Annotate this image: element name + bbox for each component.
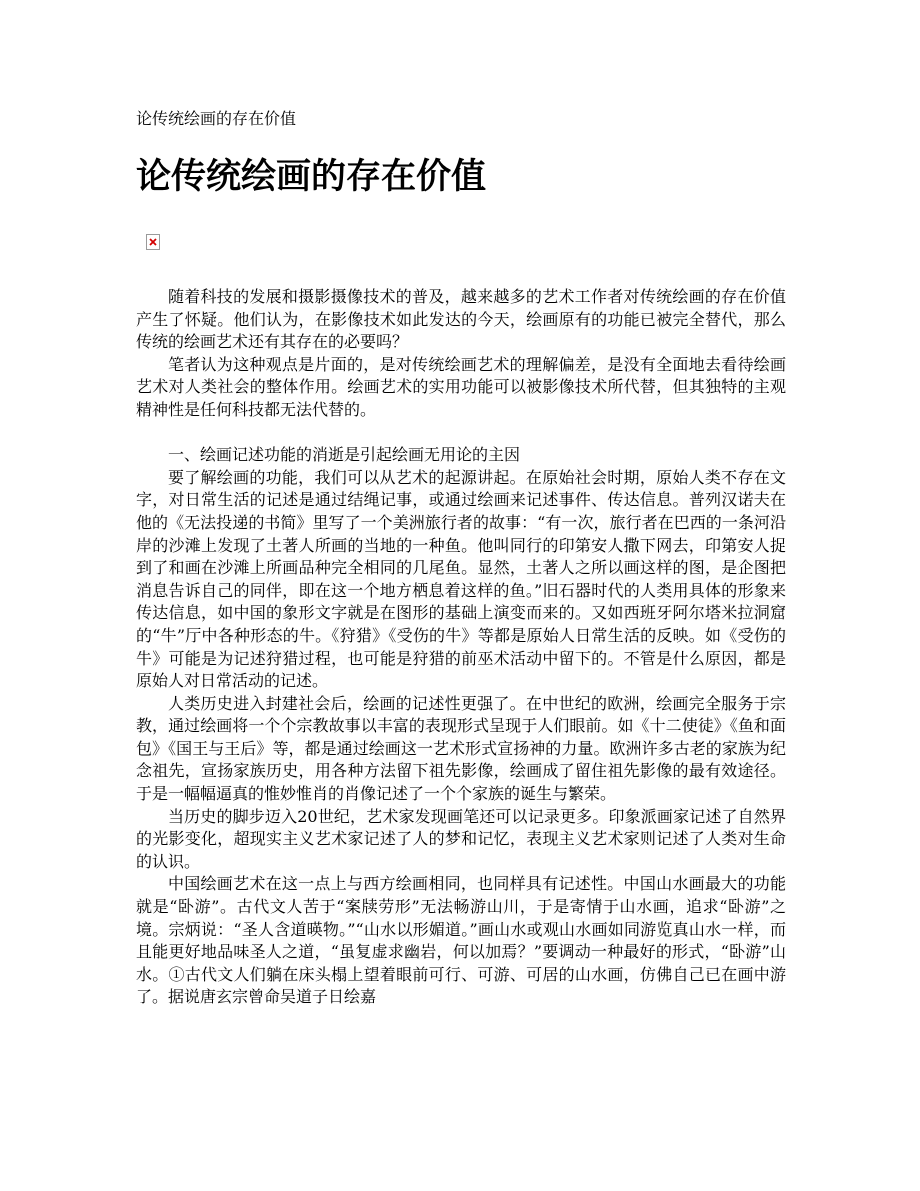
- paragraph-section-2: 人类历史进入封建社会后，绘画的记述性更强了。在中世纪的欧洲，绘画完全服务于宗教，通过绘画将一个个宗教故事以丰富的表现形式呈现于人们眼前。如《十二使徒》《鱼和面包》《国王与王后》等，都是通过绘画这一艺术形式宣扬神的力量。欧洲许多古老的家族为纪念祖先，宣扬家族历史，用各种方法留下祖先影像，绘画成了留住祖先影像的最有效途径。于是一幅幅逼真的惟妙惟肖的肖像记述了一个个家族的诞生与繁荣。: [136, 693, 786, 804]
- paragraph-spacer: [136, 422, 786, 445]
- paragraph-section-1: 要了解绘画的功能，我们可以从艺术的起源讲起。在原始社会时期，原始人类不存在文字，对日常生活的记述是通过结绳记事，或通过绘画来记述事件、传达信息。普列汉诺夫在他的《无法投递的书简》里写了一个美洲旅行者的故事：“有一次，旅行者在巴西的一条河沿岸的沙滩上发现了土著人所画的当地的一种鱼。他叫同行的印第安人撒下网去，印第安人捉到了和画在沙滩上所画品种完全相同的几尾鱼。显然，土著人之所以画这样的图，是企图把消息告诉自己的同伴，即在这一个地方栖息着这样的鱼。”旧石器时代的人类用具体的形象来传达信息，如中国的象形文字就是在图形的基础上演变而来的。又如西班牙阿尔塔米拉洞窟的“牛”厅中各种形态的牛。《狩猎》《受伤的牛》等都是原始人日常生活的反映。如《受伤的牛》可能是为记述狩猎过程，也可能是狩猎的前巫术活动中留下的。不管是什么原因，都是原始人对日常活动的记述。: [136, 467, 786, 691]
- paragraph-section-3: 当历史的脚步迈入20世纪，艺术家发现画笔还可以记录更多。印象派画家记述了自然界的光影变化，超现实主义艺术家记述了人的梦和记忆，表现主义艺术家则记述了人类对生命的认识。: [136, 806, 786, 871]
- paragraph-intro-1: 随着科技的发展和摄影摄像技术的普及，越来越多的艺术工作者对传统绘画的存在价值产生了怀疑。他们认为，在影像技术如此发达的今天，绘画原有的功能已被完全替代，那么传统的绘画艺术还有其存在的必要吗？: [136, 287, 786, 352]
- document-title: 论传统绘画的存在价值: [136, 156, 487, 197]
- paragraph-section-4: 中国绘画艺术在这一点上与西方绘画相同，也同样具有记述性。中国山水画最大的功能就是“卧游”。古代文人苦于“案牍劳形”无法畅游山川，于是寄情于山水画，追求“卧游”之境。宗炳说：“圣人含道暎物。”“山水以形媚道。”画山水或观山水画如同游览真山水一样，而且能更好地品味圣人之道，“虽复虚求幽岩，何以加焉？”要调动一种最好的形式，“卧游”山水。①古代文人们躺在床头榻上望着眼前可行、可游、可居的山水画，仿佛自己已在画中游了。据说唐玄宗曾命吴道子日绘嘉: [136, 874, 786, 1007]
- section-heading: 一、绘画记述功能的消逝是引起绘画无用论的主因: [168, 445, 521, 465]
- article-body: [136, 286, 786, 1009]
- close-x-icon: [149, 238, 157, 246]
- paragraph-intro-2: 笔者认为这种观点是片面的，是对传统绘画艺术的理解偏差，是没有全面地去看待绘画艺术对人类社会的整体作用。绘画艺术的实用功能可以被影像技术所代替，但其独特的主观精神性是任何科技都无法代替的。: [136, 354, 786, 419]
- document-header: 论传统绘画的存在价值: [136, 109, 297, 128]
- broken-image-icon: [146, 234, 160, 250]
